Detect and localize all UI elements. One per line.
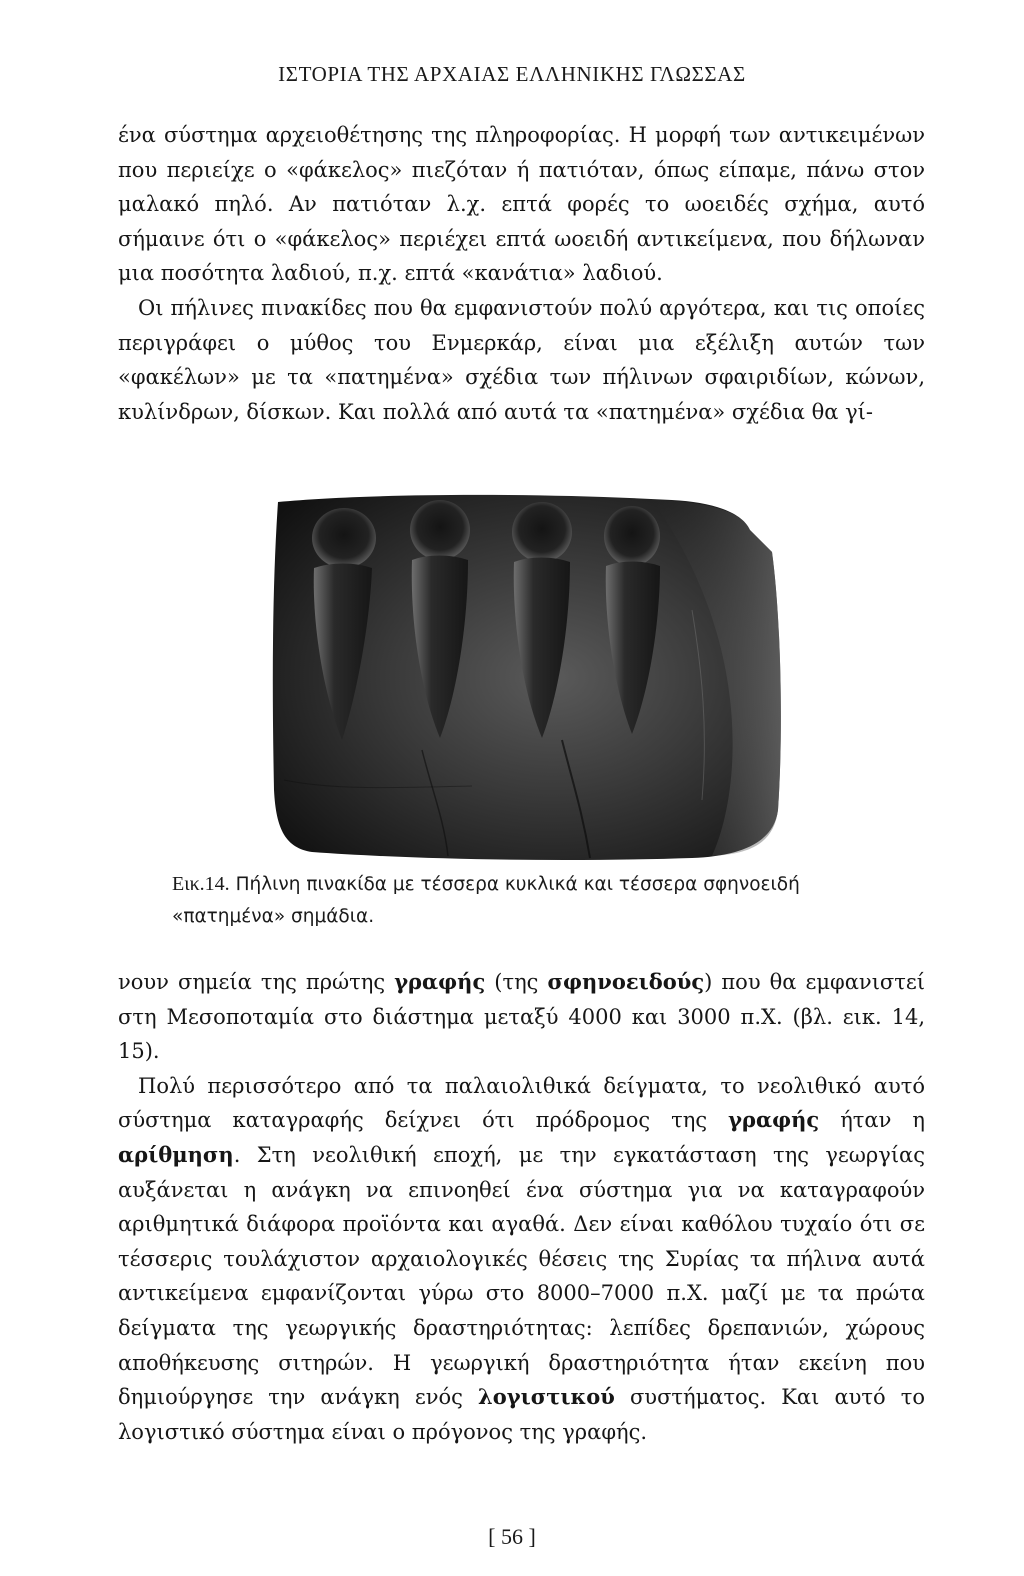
bold-term: γραφής	[394, 969, 486, 994]
figure-caption	[172, 868, 862, 933]
circular-impression	[512, 502, 572, 562]
bold-term: αρίθμηση	[118, 1141, 234, 1167]
paragraph-4: Πολύ περισσότερο από τα παλαιολιθικά δείγματα, το νεολιθικό αυτό σύστημα καταγραφής δείχνει ότι πρόδρομος της γραφής ήταν η αρίθμηση. Στη νεολιθική εποχή, με την εγκατάσταση της γεωργίας αυξάνεται η ανάγκη να επινοηθεί ένα σύστημα για να καταγραφούν αριθμητικά διάφορα προϊόντα και αγαθά. Δεν είναι καθόλου τυχαίο ότι σε τέσσερις τουλάχιστον αρχαιολογικές θέσεις της Συρίας τα πήλινα αυτά αντικείμενα εμφανίζονται γύρω στο 8000–7000 π.Χ. μαζί με τα πρώτα δείγματα της γεωργικής δραστηριότητας: λεπίδες δρεπανιών, χώρους αποθήκευσης σιτηρών. Η γεωργική δραστηριότητα ήταν εκείνη που δημιούργησε την ανάγκη ενός λογιστικού συστήματος. Και αυτό το λογιστικό σύστημα είναι ο πρόγονος της γραφής.	[118, 1073, 926, 1444]
caption-text: Πήλινη πινακίδα με τέσσερα κυκλικά και τέσσερα σφηνοειδή «πατημένα» σημάδια.	[172, 874, 800, 927]
paragraph-2: Οι πήλινες πινακίδες που θα εμφανιστούν πολύ αργότερα, και τις οποίες περιγράφει ο μύθος του Ενμερκάρ, είναι μια εξέλιξη αυτών των «φακέλων» με τα «πατημένα» σχέδια των πήλινων σφαιριδίων, κώνων, κυλίνδρων, δίσκων. Και πολλά από αυτά τα «πατημένα» σχέδια θα γί-	[118, 295, 925, 424]
paragraph-3: νουν σημεία της πρώτης γραφής (της σφηνοειδούς) που θα εμφανιστεί στη Μεσοποταμία στο διάστημα μεταξύ 4000 και 3000 π.Χ. (βλ. εικ. 14, 15).	[118, 969, 925, 1064]
paragraph-1: ένα σύστημα αρχειοθέτησης της πληροφορίας. Η μορφή των αντικειμένων που περιείχε ο «φάκελος» πιεζόταν ή πατιόταν, όπως είπαμε, πάνω στον μαλακό πηλό. Αν πατιόταν λ.χ. επτά φορές το ωοειδές σχήμα, αυτό σήμαινε ότι ο «φάκελος» περιέχει επτά ωοειδή αντικείμενα, που δήλωναν μια ποσότητα λαδιού, π.χ. επτά «κανάτια» λαδιού.	[118, 123, 925, 286]
bold-term: γραφής	[728, 1107, 820, 1133]
bold-term: λογιστικού	[478, 1384, 615, 1410]
running-head: ΙΣΤΟΡΙΑ ΤΗΣ ΑΡΧΑΙΑΣ ΕΛΛΗΝΙΚΗΣ ΓΛΩΣΣΑΣ	[278, 62, 746, 86]
circular-impression	[410, 500, 470, 560]
clay-tablet-figure	[272, 490, 788, 862]
bold-term: σφηνοειδούς	[547, 969, 705, 994]
body-text-top	[118, 118, 925, 429]
body-text-bottom	[118, 965, 925, 1449]
caption-number: Εικ.14.	[172, 873, 230, 895]
circular-impression	[604, 506, 660, 566]
page-number: [ 56 ]	[488, 1524, 536, 1549]
clay-tablet-photo	[272, 490, 788, 862]
circular-impression	[312, 508, 376, 568]
